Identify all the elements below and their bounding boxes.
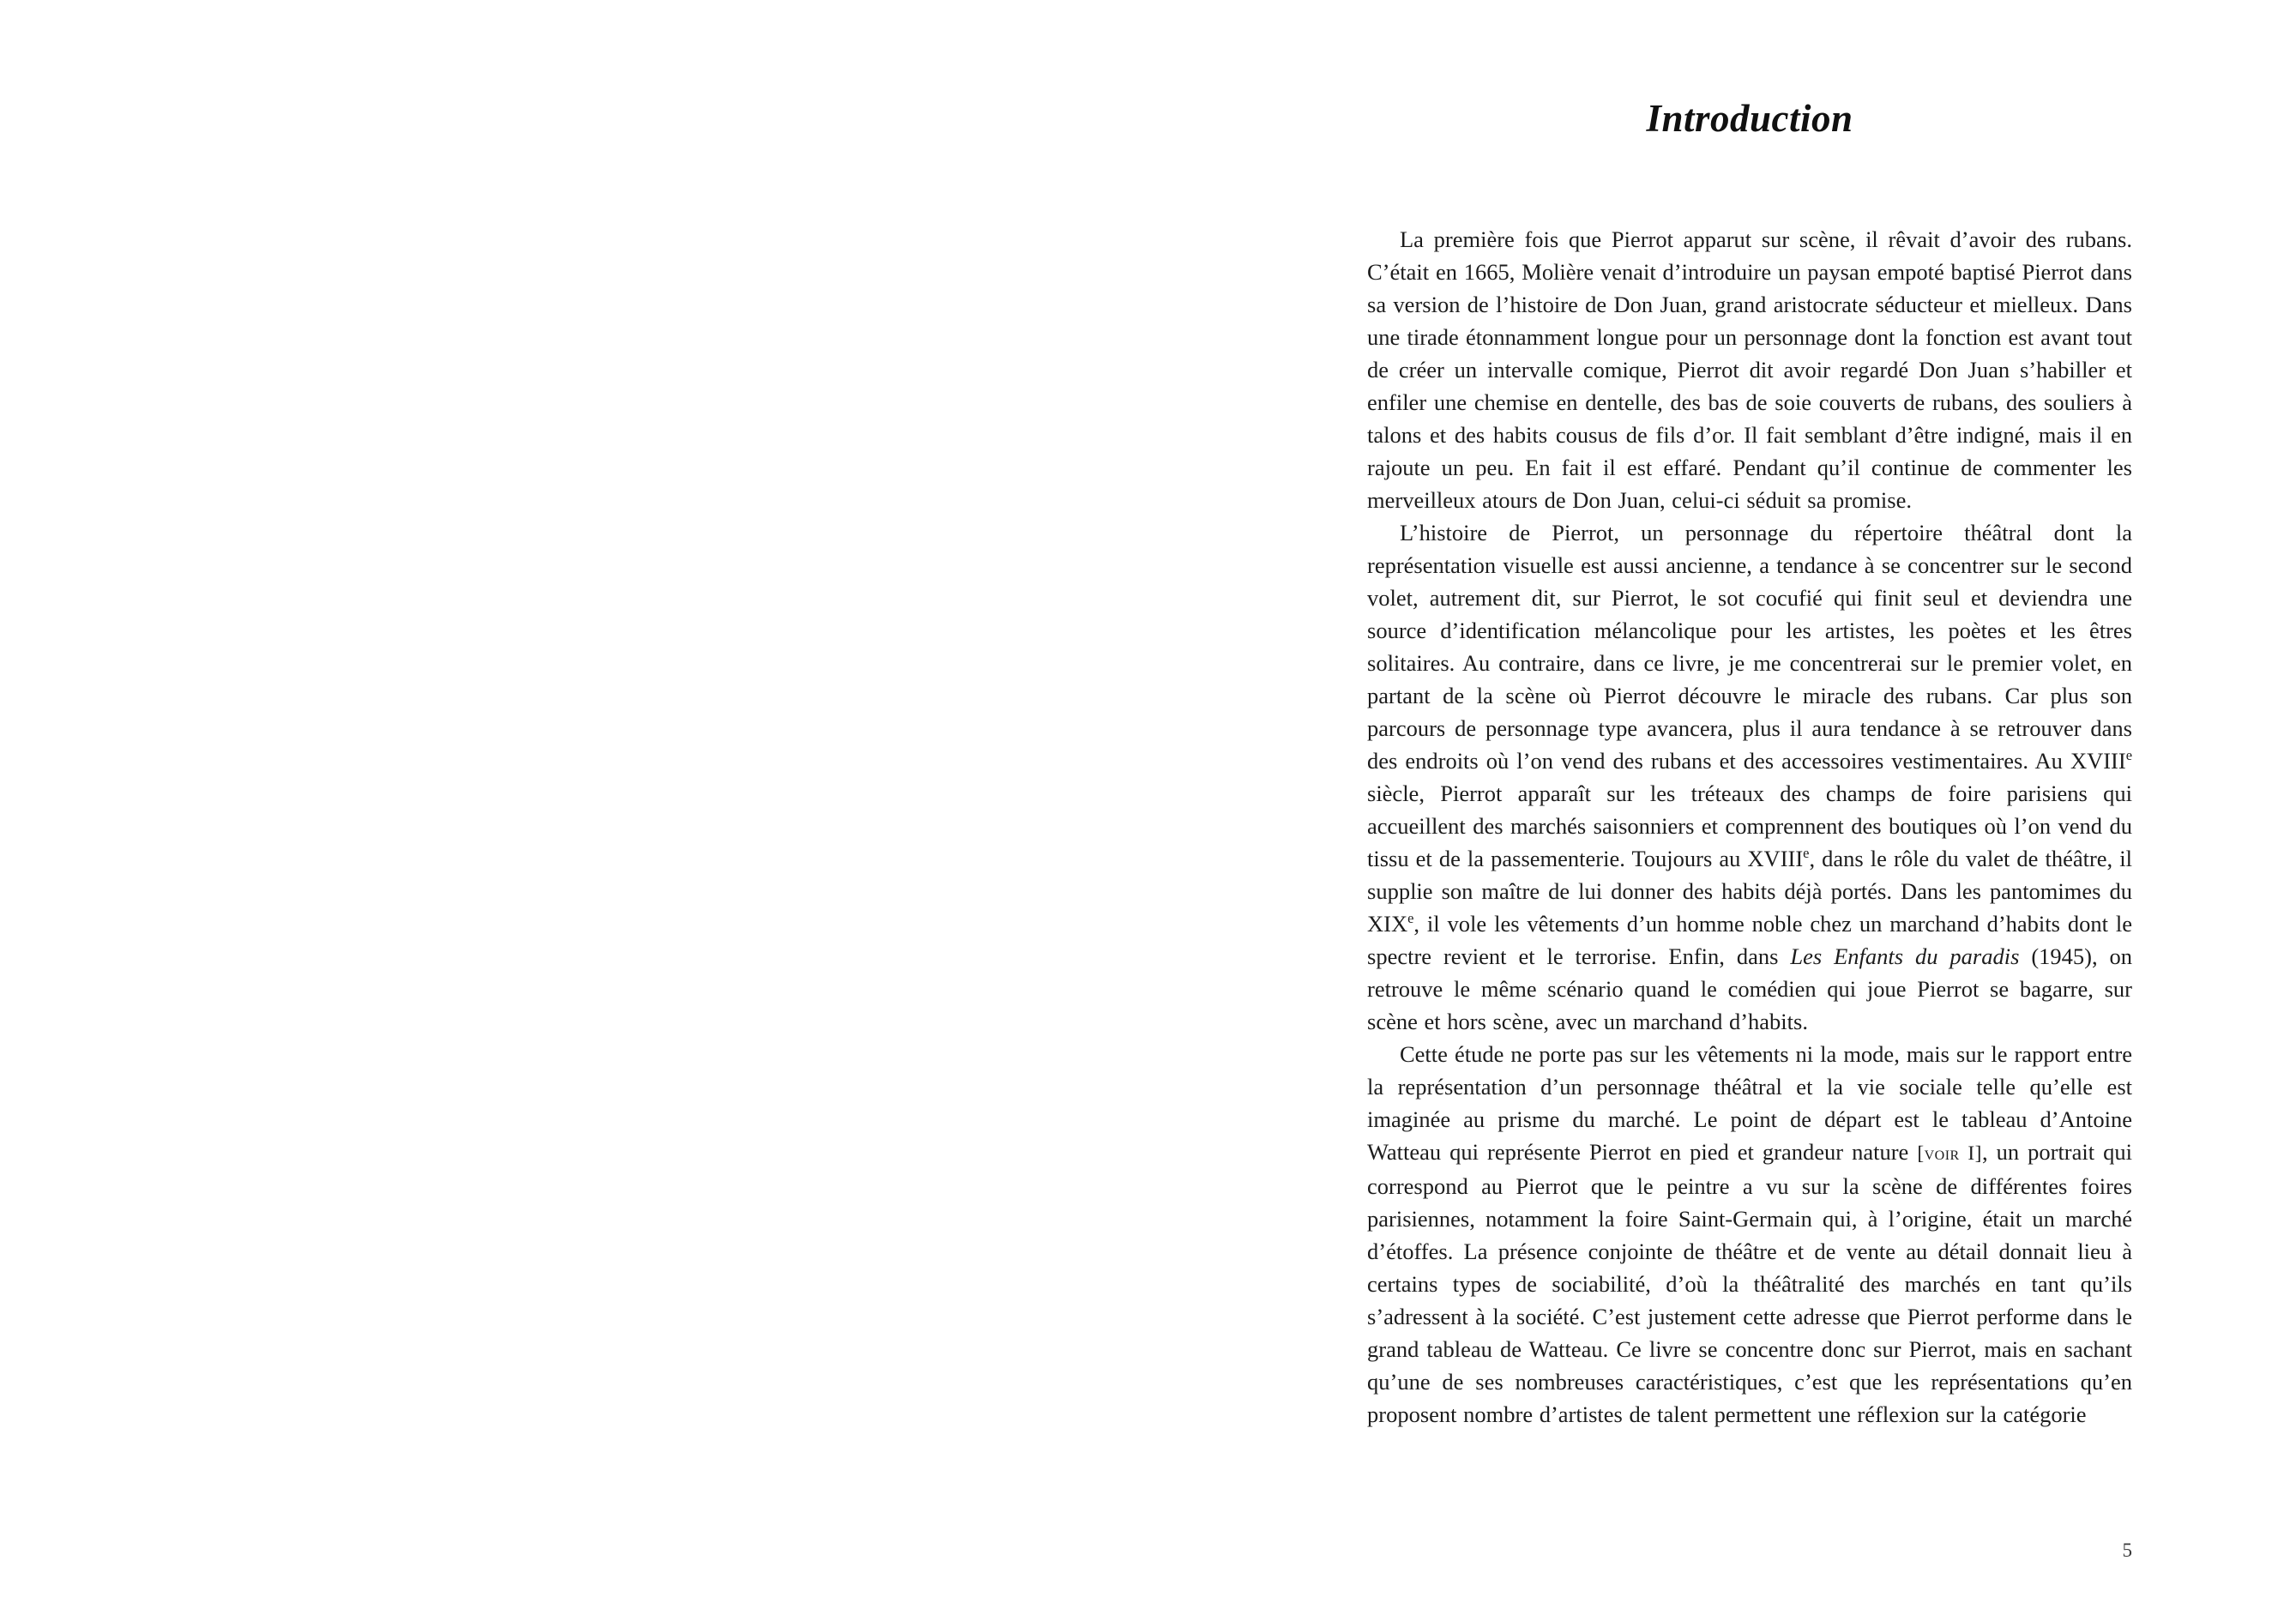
text-run: L’histoire de Pierrot, un personnage du répertoire théâtral dont la représentation visuelle est aussi ancienne, a tendance à se concentrer sur le second volet, autrement dit, sur Pierrot, le sot cocufié qui finit seul et deviendra une source d’identification mélancolique pour les artistes, les poètes et les êtres solitaires. Au contraire, dans ce livre, je me concentrerai sur le premier volet, en partant de la scène où Pierrot découvre le miracle des rubans. Car plus son parcours de personnage type avancera, plus il aura tendance à se retrouver dans des endroits où l’on vend des rubans et des accessoires vestimentaires. Au XVIII xyxy=(1367,520,2132,774)
body-text xyxy=(1367,223,2132,1431)
text-run: [voir I] xyxy=(1917,1142,1982,1165)
text-column xyxy=(1367,96,2132,1431)
text-run: (1945), on retrouve le même scénario quand le comédien qui joue Pierrot se bagarre, sur scène et hors scène, avec un marchand d’habits. xyxy=(1367,943,2133,1034)
page-number: 5 xyxy=(2122,1540,2132,1561)
text-run: e xyxy=(2125,747,2132,764)
paragraph xyxy=(1367,516,2132,1038)
text-run: La première fois que Pierrot apparut sur scène, il rêvait d’avoir des rubans. C’était en 1665, Molière venait d’introduire un paysan empoté baptisé Pierrot dans sa version de l’histoire de Don Juan, grand aristocrate séducteur et mielleux. Dans une tirade étonnamment longue pour un personnage dont la fonction est avant tout de créer un intervalle comique, Pierrot dit avoir regardé Don Juan s’habiller et enfiler une chemise en dentelle, des bas de soie couverts de rubans, des souliers à talons et des habits cousus de fils d’or. Il fait semblant d’être indigné, mais il en rajoute un peu. En fait il est effaré. Pendant qu’il continue de commenter les merveilleux atours de Don Juan, celui-ci séduit sa promise. xyxy=(1367,226,2132,513)
text-run: , dans le rôle du valet de théâtre, il supplie son maître de lui donner des habits déjà portés. Dans les pantomimes du XIX xyxy=(1367,846,2132,937)
text-run: siècle, Pierrot apparaît sur les tréteaux des champs de foire parisiens qui accueillent des marchés saisonniers et comprennent des boutiques où l’on vend du tissu et de la passementerie. Toujours au XVIII xyxy=(1367,780,2132,871)
paragraph xyxy=(1367,223,2132,516)
text-run: e xyxy=(1407,910,1414,927)
paragraph xyxy=(1367,1038,2132,1431)
page-title: Introduction xyxy=(1646,97,1853,140)
text-run: , un portrait qui correspond au Pierrot que le peintre a vu sur la scène de différentes foires parisiennes, notamment la foire Saint-Germain qui, à l’origine, était un marché d’étoffes. La présence conjointe de théâtre et de vente au détail donnait lieu à certains types de sociabilité, d’où la théâtralité des marchés en tant qu’ils s’adressent à la société. C’est justement cette adresse que Pierrot performe dans le grand tableau de Watteau. Ce livre se concentre donc sur Pierrot, mais en sachant qu’une de ses nombreuses caractéristiques, c’est que les représentations qu’en proposent nombre d’artistes de talent permettent une réflexion sur la catégorie xyxy=(1367,1139,2132,1427)
text-run: Cette étude ne porte pas sur les vêtements ni la mode, mais sur le rapport entre la représentation d’un personnage théâtral et la vie sociale telle qu’elle est imaginée au prisme du marché. Le point de départ est le tableau d’Antoine Watteau qui représente Pierrot en pied et grandeur nature xyxy=(1367,1041,2132,1165)
text-run: e xyxy=(1803,845,1810,862)
text-run: , il vole les vêtements d’un homme noble chez un marchand d’habits dont le spectre revient et le terrorise. Enfin, dans xyxy=(1367,911,2132,969)
text-run: Les Enfants du paradis xyxy=(1790,943,2020,969)
